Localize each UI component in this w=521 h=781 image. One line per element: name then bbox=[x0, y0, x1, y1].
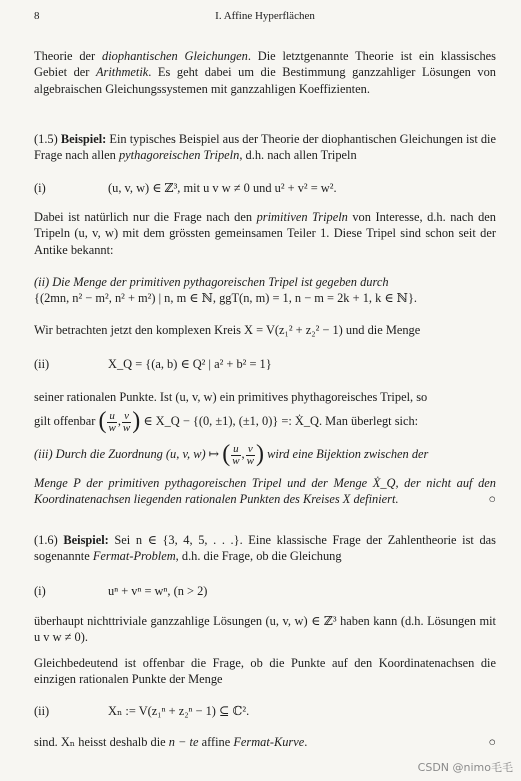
statement-iii-line1: (iii) Durch die Zuordnung (u, v, w) ↦ ( $\frac{u}{w}$ , $\frac{v}{w}$ ) wird eine Bijektion zwischen der bbox=[34, 441, 429, 468]
paragraph-text: von Interesse, d.h. nach den Tripeln (u, v, w) mit dem grössten gemeinsamen Teiler 1. Diese Tripel sind schon seit der Antike bekannt: bbox=[34, 210, 496, 257]
equation-tag: (i) bbox=[34, 181, 46, 195]
equation-body: uⁿ + vⁿ = wⁿ, (n > 2) bbox=[108, 584, 208, 598]
intro-text: . Die letztgenannte Theorie ist ein klassisches Gebiet der bbox=[34, 49, 496, 80]
statement-ii-line: (ii) Die Menge der primitiven pythagoreischen Tripel ist gegeben durch bbox=[34, 275, 389, 289]
example-text: , d.h. die Frage, ob die Gleichung bbox=[175, 549, 342, 564]
page-header bbox=[34, 10, 496, 26]
equation-body: Xₙ := V(z₁ⁿ + z₂ⁿ − 1) ⊆ ℂ². bbox=[108, 704, 250, 718]
equation-1-5-i bbox=[34, 180, 496, 198]
equation-1-6-i bbox=[34, 583, 496, 601]
statement-ii bbox=[34, 274, 496, 307]
rational-points-paragraph bbox=[34, 389, 496, 405]
statement-iii-rest bbox=[34, 475, 496, 508]
equation-tag: (ii) bbox=[34, 704, 50, 718]
example-number: (1.5) bbox=[34, 132, 61, 146]
fermat-curve-paragraph bbox=[34, 734, 496, 750]
paragraph-text: Wir betrachten jetzt den komplexen Kreis X = V(z₁² + z₂² − 1) und die Menge bbox=[34, 323, 421, 337]
example-text: Sei n ∈ {3, 4, 5, . . .}. Eine klassische Frage der Zahlentheorie ist das sogenannte bbox=[34, 533, 496, 564]
paragraph-text: ∈ X_Q − {(0, ±1), (±1, 0)} =: Ẋ_Q. Man überlegt sich: bbox=[140, 414, 419, 428]
term-pythagorean-triples: pythagoreischen Tripeln bbox=[118, 148, 240, 163]
complex-circle-paragraph bbox=[34, 322, 496, 338]
statement-iii-text: (iii) Durch die Zuordnung (u, v, w) ↦ bbox=[34, 447, 223, 461]
example-label: Beispiel: bbox=[63, 533, 109, 547]
paragraph-text: sind. Xₙ heisst deshalb die bbox=[34, 735, 169, 749]
nontrivial-solutions-paragraph bbox=[34, 613, 496, 646]
paragraph-text: Dabei ist natürlich nur die Frage nach den bbox=[34, 210, 257, 224]
equation-tag: (i) bbox=[34, 584, 46, 598]
equation-body: X_Q = {(a, b) ∈ Q² | a² + b² = 1} bbox=[108, 357, 272, 371]
offenbar-line: gilt offenbar ( $\frac{u}{w}$ , $\frac{v}{w}$ ) ∈ X_Q − {(0, ±1), (±1, 0)} =: Ẋ_Q. Man überlegt sich: bbox=[34, 408, 419, 435]
statement-iii-text: wird eine Bijektion zwischen der bbox=[263, 447, 429, 461]
example-text: Ein typisches Beispiel aus der Theorie der diophantischen Gleichungen ist die Frage nach allen bbox=[34, 132, 497, 163]
intro-text: Theorie der bbox=[34, 49, 102, 63]
statement-iii-text: Menge P der primitiven pythagoreischen Tripel und der Menge Ẋ_Q, der nicht auf den Koordinatenachsen liegenden rationalen Punkten des Kreises X definiert. bbox=[34, 476, 496, 507]
fraction-u-over-w: $\frac{u}{w}$ bbox=[232, 442, 240, 467]
equation-1-5-ii bbox=[34, 356, 496, 374]
paragraph-text: überhaupt nichttriviale ganzzahlige Lösungen (u, v, w) ∈ ℤ³ haben kann (d.h. Lösungen mit u v w ≠ 0). bbox=[34, 614, 496, 645]
fraction-v-over-w: $\frac{v}{w}$ bbox=[246, 442, 254, 467]
example-1-6-intro bbox=[34, 532, 496, 565]
intro-term-arithmetic: Arithmetik bbox=[95, 65, 149, 80]
paragraph-text: seiner rationalen Punkte. Ist (u, v, w) ein primitives phythagoreisches Tripel, so bbox=[34, 390, 428, 404]
paragraph-text: . bbox=[304, 735, 308, 749]
paragraph-text: affine bbox=[198, 735, 234, 749]
fraction-v-over-w: $\frac{v}{w}$ bbox=[122, 409, 131, 434]
equation-tag: (ii) bbox=[34, 357, 50, 371]
term-n-te: n − te bbox=[168, 735, 199, 749]
paragraph-text: Gleichbedeutend ist offenbar die Frage, ob die Punkte auf den Koordinatenachsen die einzigen rationalen Punkte der Menge bbox=[34, 656, 496, 687]
example-label: Beispiel: bbox=[60, 132, 107, 146]
intro-text: . Es geht dabei um die Bestimmung ganzzahliger Lösungen von algebraischen Gleichungssystemen mit ganzzahligen Koeffizienten. bbox=[34, 65, 496, 96]
page-number: 8 bbox=[34, 10, 40, 22]
statement-ii-set: {(2mn, n² − m², n² + m²) | n, m ∈ ℕ, ggT(n, m) = 1, n − m = 2k + 1, k ∈ ℕ}. bbox=[34, 291, 418, 306]
term-fermat-curve: Fermat-Kurve bbox=[233, 735, 305, 749]
equation-1-6-ii bbox=[34, 703, 496, 721]
end-of-example-mark: ○ bbox=[488, 735, 496, 749]
watermark: CSDN @nimo毛毛 bbox=[417, 761, 513, 774]
intro-term-diophantine: diophantischen Gleichungen bbox=[102, 49, 248, 63]
term-fermat-problem: Fermat-Problem bbox=[92, 549, 176, 564]
end-of-example-mark: ○ bbox=[488, 492, 496, 507]
term-primitive-triples: primitiven Tripeln bbox=[256, 210, 348, 224]
equivalent-question-paragraph bbox=[34, 655, 496, 688]
running-title: I. Affine Hyperflächen bbox=[215, 10, 315, 22]
example-number: (1.6) bbox=[34, 533, 64, 547]
equation-body: (u, v, w) ∈ ℤ³, mit u v w ≠ 0 und u² + v² = w². bbox=[108, 181, 337, 195]
example-text: , d.h. nach allen Tripeln bbox=[239, 148, 357, 163]
paragraph-text: gilt offenbar bbox=[34, 414, 99, 428]
primitive-triples-paragraph bbox=[34, 209, 496, 258]
fraction-u-over-w: $\frac{u}{w}$ bbox=[108, 409, 116, 434]
intro-paragraph bbox=[34, 48, 496, 97]
example-1-5-intro bbox=[34, 131, 496, 164]
